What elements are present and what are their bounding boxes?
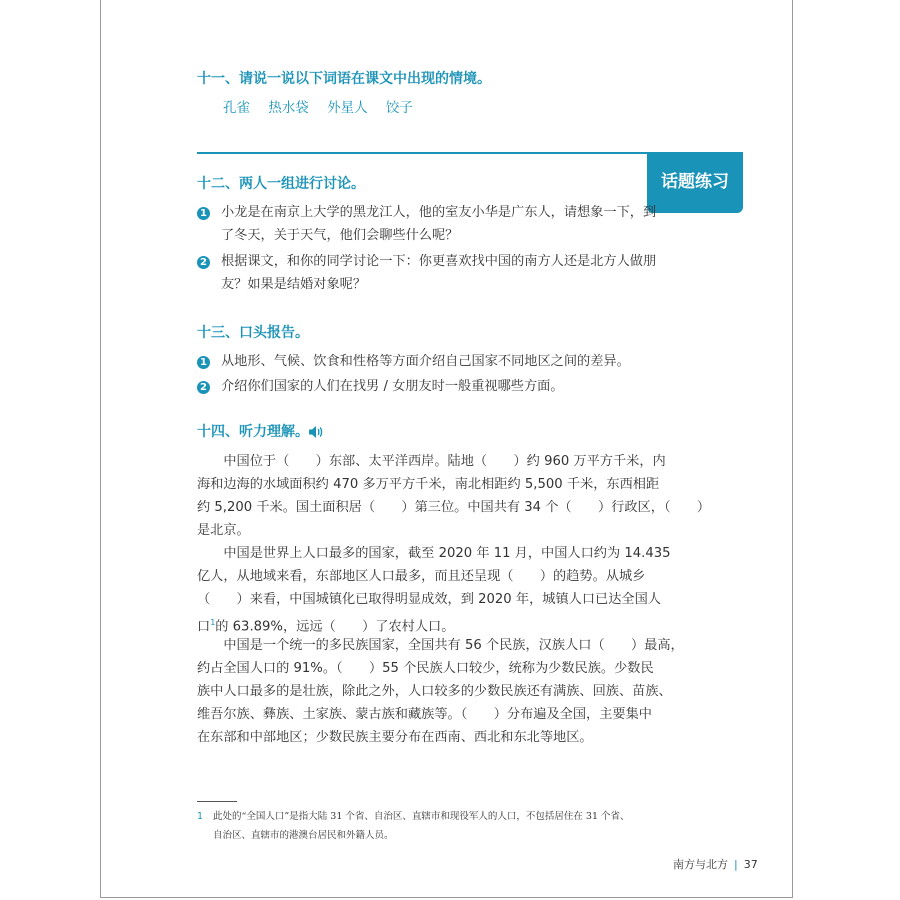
page-footer (673, 856, 758, 872)
passage-line: 约 5,200 千米。国土面积居（ ）第三位。中国共有 34 个（ ）行政区，（ ） (197, 500, 711, 515)
passage-line: 海和边海的水域面积约 470 多万平方千米，南北相距约 5,500 千米，东西相距 (197, 477, 660, 492)
chapter-title: 南方与北方 (673, 858, 728, 871)
passage-line: 中国是一个统一的多民族国家，全国共有 56 个民族，汉族人口（ ）最高， (197, 638, 684, 653)
passage-line: 族中人口最多的是壮族，除此之外，人口较多的少数民族还有满族、回族、苗族、 (197, 684, 672, 699)
vocab-word: 孔雀 (223, 100, 250, 116)
passage-line: 约占全国人口的 91%。（ ）55 个民族人口较少，统称为少数民族。少数民 (197, 661, 654, 676)
discussion-item-1-line-2: 了冬天，关于天气，他们会聊些什么呢？ (221, 228, 459, 243)
footnote-text: 此处的“全国人口”是指大陆 31 个省、自治区、直辖市和现役军人的人口，不包括居住在 31 个省、 (213, 811, 630, 822)
vocab-list (223, 99, 427, 117)
discussion-item-2-line-2: 友？如果是结婚对象呢？ (221, 277, 367, 292)
passage-line: 亿人，从地域来看，东部地区人口最多，而且还呈现（ ）的趋势。从城乡 (197, 569, 646, 584)
textbook-page (100, 0, 793, 898)
number-badge: 2 (197, 256, 210, 269)
passage-line: 是北京。 (197, 523, 250, 538)
footnote-number: 1 (197, 811, 204, 822)
passage-line: 中国是世界上人口最多的国家，截至 2020 年 11 月，中国人口约为 14.435 (197, 546, 671, 561)
passage-line: （ ）来看，中国城镇化已取得明显成效，到 2020 年，城镇人口已达全国人 (197, 592, 661, 607)
speaker-icon[interactable] (308, 424, 324, 440)
vocab-word: 热水袋 (268, 100, 309, 116)
section-12-heading: 十二、两人一组进行讨论。 (197, 176, 365, 192)
footnote-line-2: 自治区、直辖市的港澳台居民和外籍人员。 (213, 830, 394, 841)
footer-separator: | (734, 858, 738, 871)
passage-line: 中国位于（ ）东部、太平洋西岸。陆地（ ）约 960 万平方千米，内 (197, 454, 666, 469)
page-number: 37 (743, 858, 758, 871)
listening-passage (197, 450, 711, 749)
vocab-word: 饺子 (385, 100, 413, 116)
passage-text: 口 (197, 619, 211, 635)
report-item-2: 介绍你们国家的人们在找男 / 女朋友时一般重视哪些方面。 (221, 379, 564, 394)
discussion-item-2-line-1: 根据课文，和你的同学讨论一下：你更喜欢找中国的南方人还是北方人做朋 (221, 254, 657, 269)
number-badge: 2 (197, 381, 210, 394)
footnote-line-1 (197, 808, 630, 826)
topic-practice-tab: 话题练习 (647, 152, 743, 213)
footnote-marker[interactable]: 1 (210, 618, 216, 627)
section-11-heading: 十一、请说一说以下词语在课文中出现的情境。 (197, 71, 491, 87)
section-13-heading: 十三、口头报告。 (197, 325, 309, 341)
number-badge: 1 (197, 207, 210, 220)
number-badge: 1 (197, 356, 210, 369)
section-14-heading: 十四、听力理解。 (197, 424, 309, 440)
vocab-word: 外星人 (327, 100, 368, 116)
report-item-1: 从地形、气候、饮食和性格等方面介绍自己国家不同地区之间的差异。 (221, 354, 630, 369)
passage-line: 维吾尔族、彝族、土家族、蒙古族和藏族等。（ ）分布遍及全国，主要集中 (197, 707, 652, 722)
passage-line-with-note (197, 611, 637, 634)
passage-line: 在东部和中部地区；少数民族主要分布在西南、西北和东北等地区。 (197, 730, 593, 745)
discussion-item-1-line-1: 小龙是在南京上大学的黑龙江人，他的室友小华是广东人，请想象一下，到 (221, 205, 657, 220)
footnote-rule (197, 801, 237, 802)
passage-text: 的 63.89%，远远（ ）了农村人口。 (215, 619, 455, 635)
